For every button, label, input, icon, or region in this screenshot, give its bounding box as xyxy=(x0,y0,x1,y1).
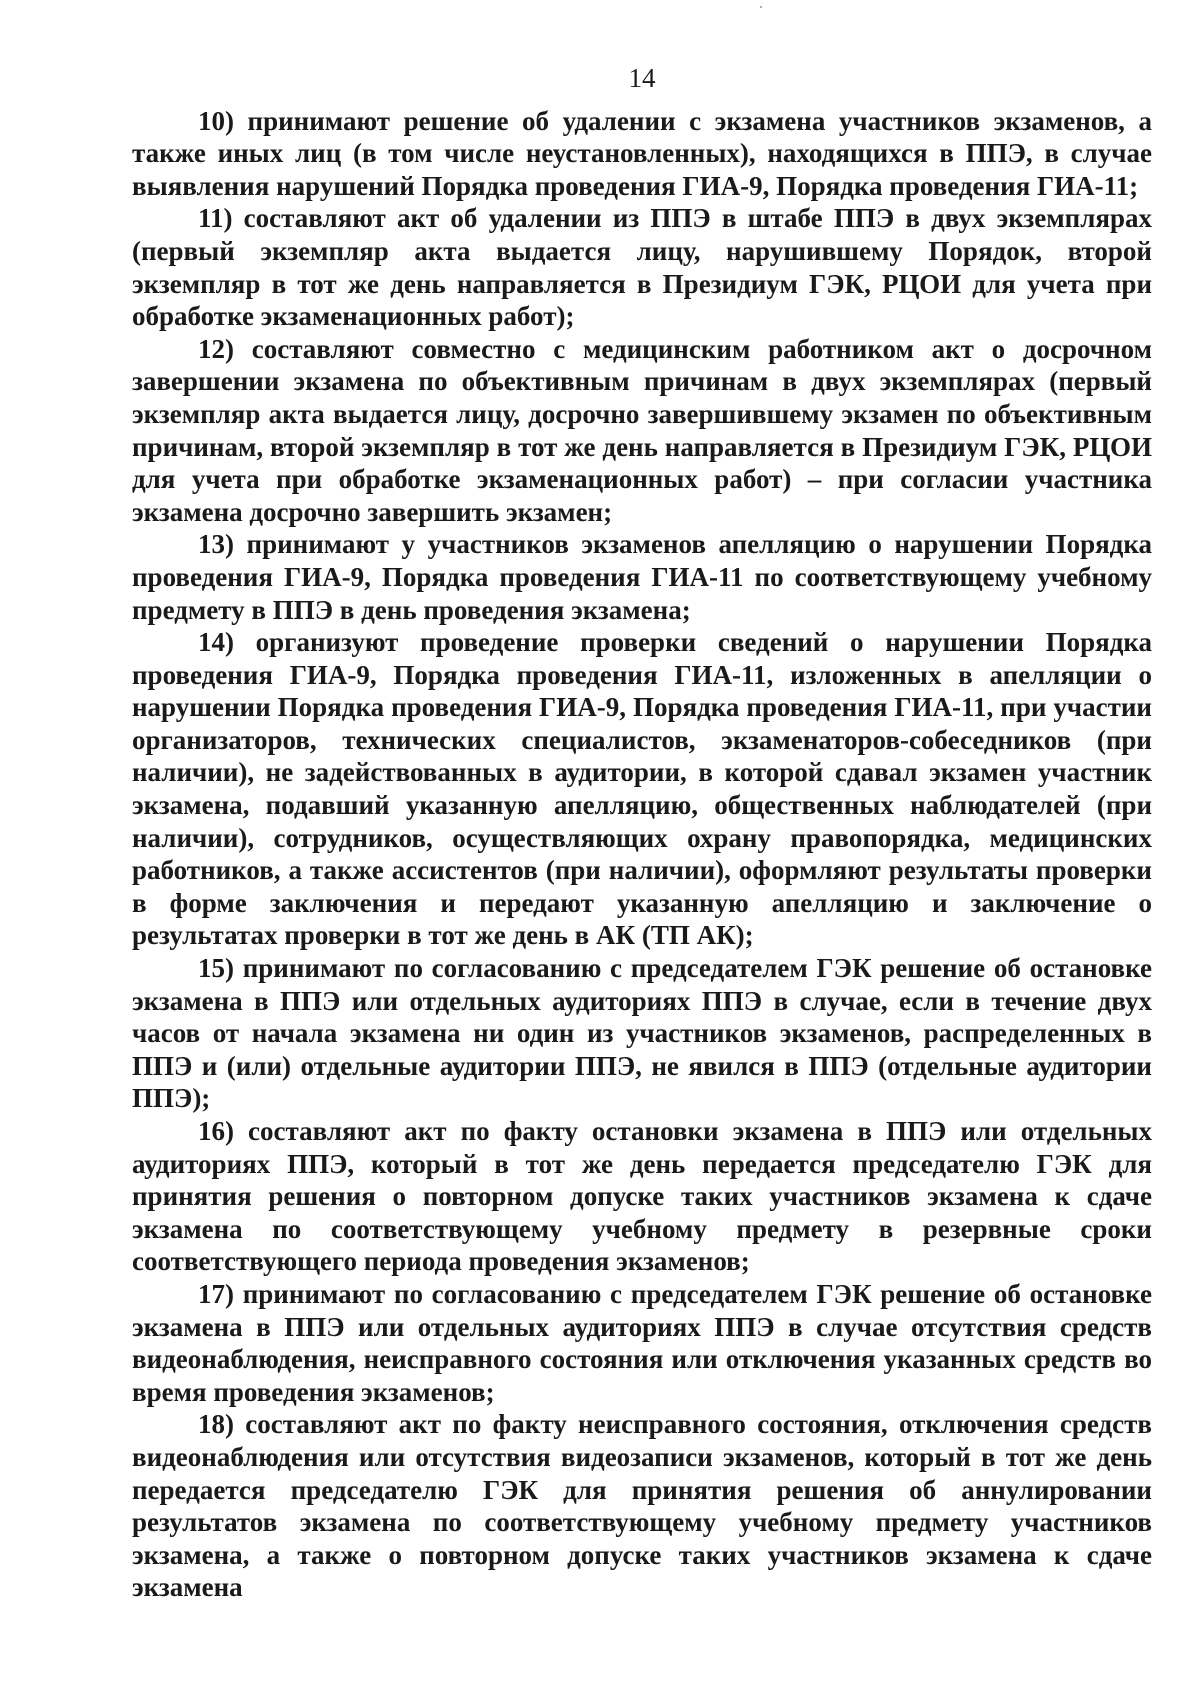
document-page xyxy=(132,62,1152,1604)
paragraph-item-10: 10) принимают решение об удалении с экзамена участников экзаменов, а также иных лиц (в том числе неустановленных), находящихся в ППЭ, в случае выявления нарушений Порядка проведения ГИА-9, Порядка проведения ГИА-11; xyxy=(132,105,1152,201)
paragraph-item-17: 17) принимают по согласованию с председателем ГЭК решение об остановке экзамена в ППЭ или отдельных аудиториях ППЭ в случае отсутствия средств видеонаблюдения, неисправного состояния или отключения указанных средств во время проведения экзаменов; xyxy=(132,1278,1152,1407)
paragraph-item-11: 11) составляют акт об удалении из ППЭ в штабе ППЭ в двух экземплярах (первый экземпляр акта выдается лицу, нарушившему Порядок, второй экземпляр в тот же день направляется в Президиум ГЭК, РЦОИ для учета при обработке экзаменационных работ); xyxy=(132,203,1152,332)
page-number: 14 xyxy=(628,63,656,93)
paragraph-item-16: 16) составляют акт по факту остановки экзамена в ППЭ или отдельных аудиториях ППЭ, который в тот же день передается председателю ГЭК для принятия решения о повторном допуске таких участников экзамена к сдаче экзамена по соответствующему учебному предмету в резервные сроки соответствующего периода проведения экзаменов; xyxy=(132,1116,1152,1277)
paragraph-item-14: 14) организуют проведение проверки сведений о нарушении Порядка проведения ГИА-9, Порядка проведения ГИА-11, изложенных в апелляции о нарушении Порядка проведения ГИА-9, Порядка проведения ГИА-11, при участии организаторов, технических специалистов, экзаменаторов-собеседников (при наличии), не задействованных в аудитории, в которой сдавал экзамен участник экзамена, подавший указанную апелляцию, общественных наблюдателей (при наличии), сотрудников, осуществляющих охрану правопорядка, медицинских работников, а также ассистентов (при наличии), оформляют результаты проверки в форме заключения и передают указанную апелляцию и заключение о результатах проверки в тот же день в АК (ТП АК); xyxy=(132,627,1152,951)
paragraph-item-18: 18) составляют акт по факту неисправного состояния, отключения средств видеонаблюдения или отсутствия видеозаписи экзаменов, который в тот же день передается председателю ГЭК для принятия решения об аннулировании результатов экзамена по соответствующему учебному предмету участников экзамена, а также о повторном допуске таких участников экзамена к сдаче экзамена xyxy=(132,1409,1152,1603)
paragraph-item-13: 13) принимают у участников экзаменов апелляцию о нарушении Порядка проведения ГИА-9, Порядка проведения ГИА-11 по соответствующему учебному предмету в ППЭ в день проведения экзамена; xyxy=(132,529,1152,625)
paragraph-item-15: 15) принимают по согласованию с председателем ГЭК решение об остановке экзамена в ППЭ или отдельных аудиториях ППЭ в случае, если в течение двух часов от начала экзамена ни один из участников экзаменов, распределенных в ППЭ и (или) отдельные аудитории ППЭ, не явился в ППЭ (отдельные аудитории ППЭ); xyxy=(132,953,1152,1114)
scan-speck xyxy=(760,6,762,8)
paragraph-item-12: 12) составляют совместно с медицинским работником акт о досрочном завершении экзамена по объективным причинам в двух экземплярах (первый экземпляр акта выдается лицу, досрочно завершившему экзамен по объективным причинам, второй экземпляр в тот же день направляется в Президиум ГЭК, РЦОИ для учета при обработке экзаменационных работ) – при согласии участника экзамена досрочно завершить экзамен; xyxy=(132,333,1152,527)
